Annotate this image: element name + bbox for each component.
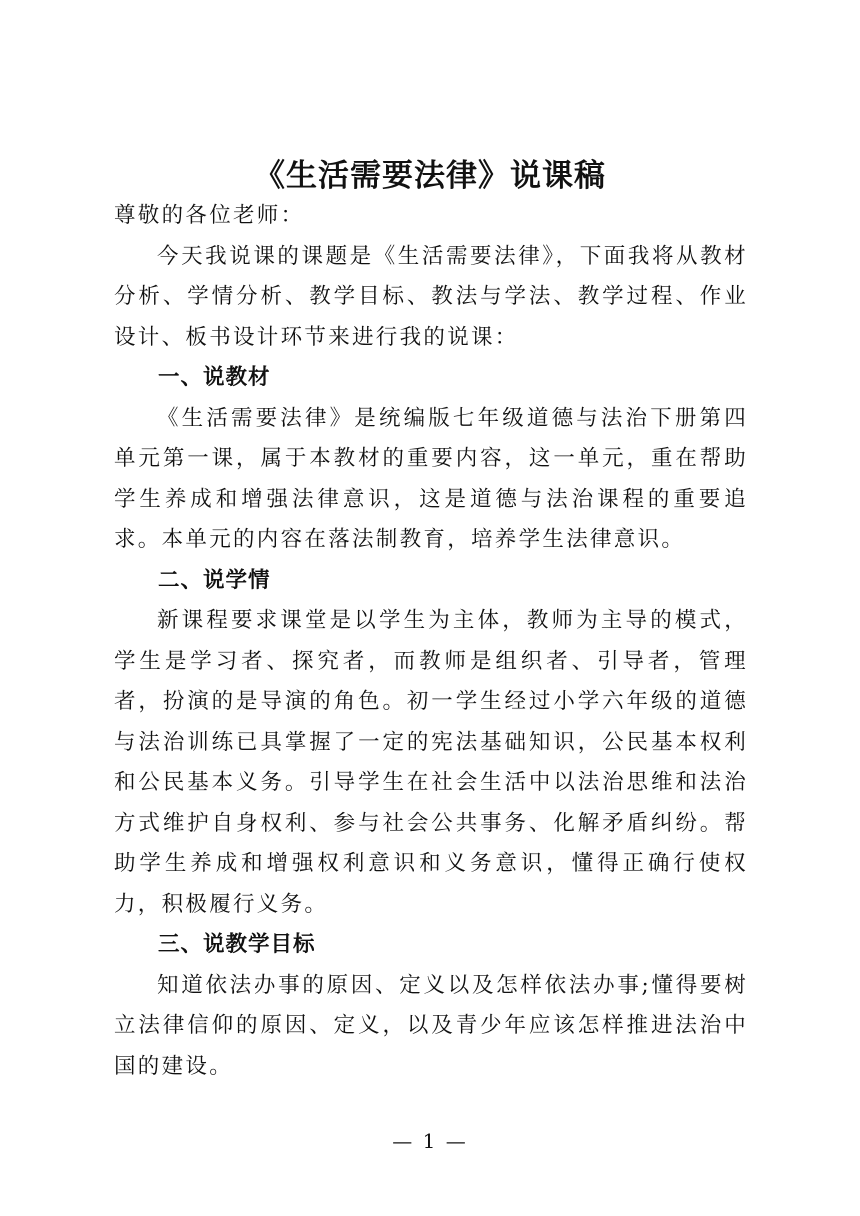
document-title: 《生活需要法律》说课稿 (254, 158, 606, 194)
document-body (114, 196, 748, 1087)
section-body-students: 新课程要求课堂是以学生为主体，教师为主导的模式，学生是学习者、探究者，而教师是组织者、引导者，管理者，扮演的是导演的角色。初一学生经过小学六年级的道德与法治训练已具掌握了一定的宪法基础知识，公民基本权利和公民基本义务。引导学生在社会生活中以法治思维和法治方式维护自身权利、参与社会公共事务、化解矛盾纠纷。帮助学生养成和增强权利意识和义务意识，懂得正确行使权力，积极履行义务。 (114, 608, 748, 917)
page-number: — 1 — (392, 1129, 468, 1153)
greeting: 尊敬的各位老师： (114, 203, 305, 228)
section-body-textbook: 《生活需要法律》是统编版七年级道德与法治下册第四单元第一课，属于本教材的重要内容，这一单元，重在帮助学生养成和增强法律意识，这是道德与法治课程的重要追求。本单元的内容在落法制教育，培养学生法律意识。 (114, 405, 748, 552)
section-body-objectives: 知道依法办事的原因、定义以及怎样依法办事;懂得要树立法律信仰的原因、定义，以及青少年应该怎样推进法治中国的建设。 (114, 972, 748, 1079)
section-heading-objectives: 三、说教学目标 (158, 932, 316, 957)
section-heading-textbook: 一、说教材 (158, 365, 271, 390)
intro-paragraph: 今天我说课的课题是《生活需要法律》，下面我将从教材分析、学情分析、教学目标、教法与学法、教学过程、作业设计、板书设计环节来进行我的说课： (114, 243, 748, 350)
section-heading-students: 二、说学情 (158, 567, 271, 593)
